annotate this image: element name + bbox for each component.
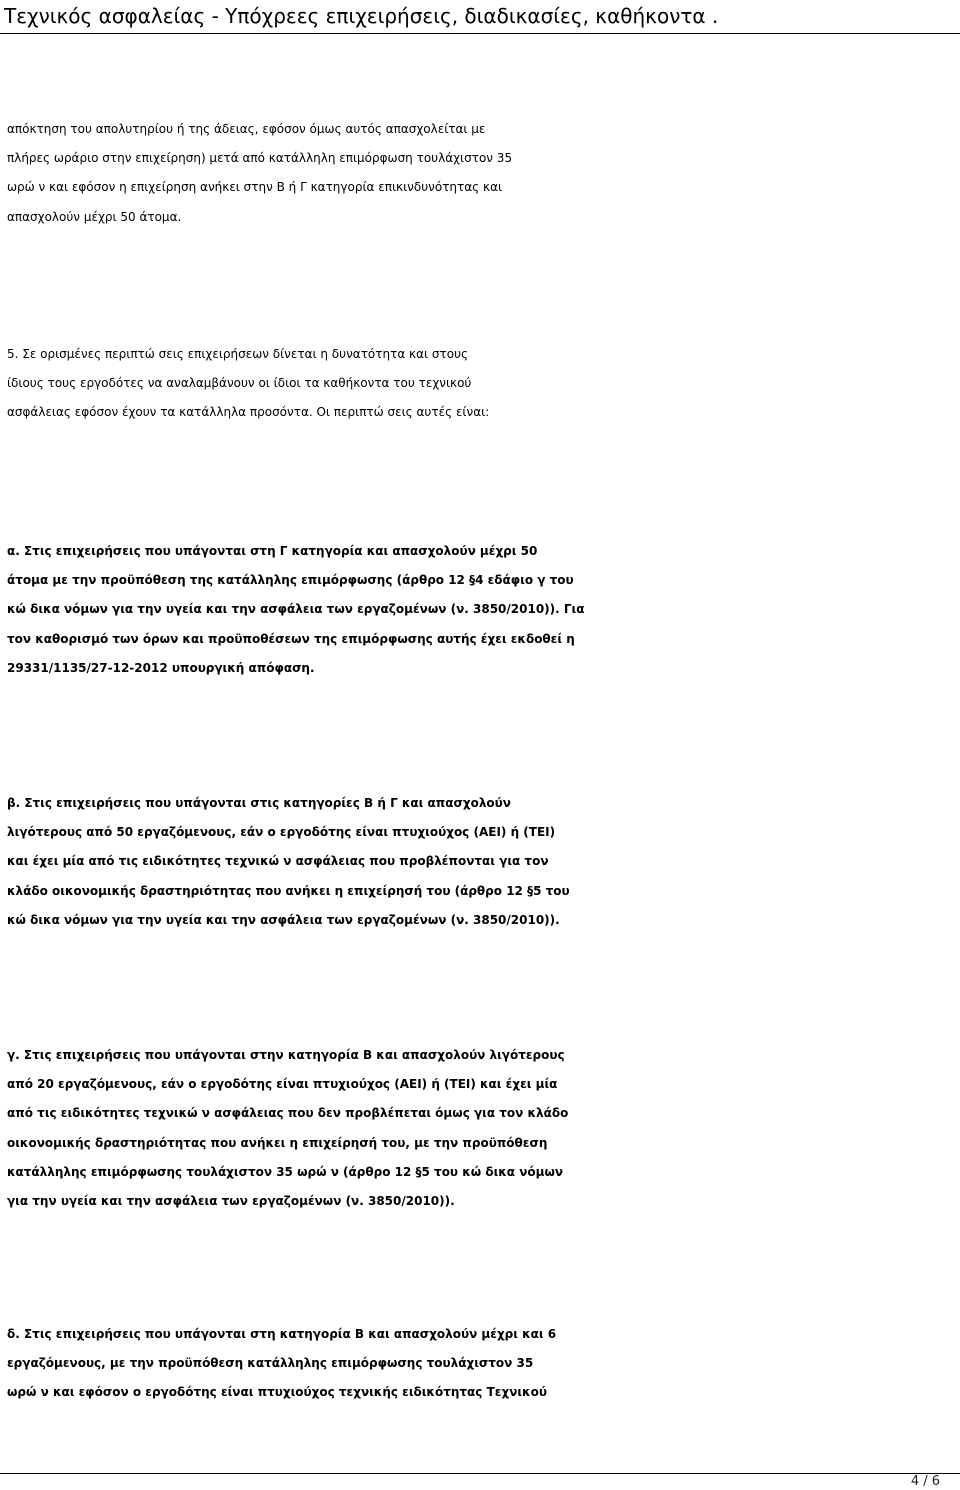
- text-line: κλάδο οικονομικής δραστηριότητας που ανήκει η επιχείρησή του (άρθρο 12 §5 του: [7, 883, 570, 898]
- text-line: ωρώ ν και εφόσον ο εργοδότης είναι πτυχιούχος τεχνικής ειδικότητας Τεχνικού: [7, 1385, 547, 1400]
- text-line: λιγότερους από 50 εργαζόμενους, εάν ο εργοδότης είναι πτυχιούχος (ΑΕΙ) ή (ΤΕΙ): [7, 825, 556, 840]
- text-line: απόκτηση του απολυτηρίου ή της άδειας, εφόσον όμως αυτός απασχολείται με: [7, 122, 486, 136]
- paragraph-continuation: [7, 115, 957, 232]
- text-line: πλήρες ωράριο στην επιχείρηση) μετά από κατάλληλη επιμόρφωση τουλάχιστον 35: [7, 151, 513, 166]
- text-line: τον καθορισμό των όρων και προϋποθέσεων της επιμόρφωσης αυτής έχει εκδοθεί η: [7, 631, 575, 646]
- text-line: ίδιους τους εργοδότες να αναλαμβάνουν οι ίδιοι τα καθήκοντα του τεχνικού: [7, 376, 472, 391]
- text-line: α. Στις επιχειρήσεις που υπάγονται στη Γ κατηγορία και απασχολούν μέχρι 50: [7, 544, 538, 558]
- text-line: απασχολούν μέχρι 50 άτομα.: [7, 209, 182, 224]
- text-line: κατάλληλης επιμόρφωσης τουλάχιστον 35 ωρώ ν (άρθρο 12 §5 του κώ δικα νόμων: [7, 1164, 564, 1179]
- text-line: κώ δικα νόμων για την υγεία και την ασφάλεια των εργαζομένων (ν. 3850/2010)). Για: [7, 602, 585, 617]
- document-header-title: Τεχνικός ασφαλείας - Υπόχρεες επιχειρήσεις, διαδικασίες, καθήκοντα .: [4, 4, 719, 28]
- text-line: οικονομικής δραστηριότητας που ανήκει η επιχείρησή του, με την προϋπόθεση: [7, 1135, 548, 1150]
- text-line: δ. Στις επιχειρήσεις που υπάγονται στη κατηγορία Β και απασχολούν μέχρι και 6: [7, 1327, 557, 1341]
- text-line: ωρώ ν και εφόσον η επιχείρηση ανήκει στην Β ή Γ κατηγορία επικινδυνότητας και: [7, 180, 503, 195]
- text-line: από τις ειδικότητες τεχνικώ ν ασφάλειας που δεν προβλέπεται όμως για τον κλάδο: [7, 1106, 569, 1121]
- text-line: 29331/1135/27-12-2012 υπουργική απόφαση.: [7, 660, 315, 675]
- text-line: ασφάλειας εφόσον έχουν τα κατάλληλα προσόντα. Οι περιπτώ σεις αυτές είναι:: [7, 405, 490, 420]
- paragraph-case-b: [7, 789, 957, 935]
- text-line: από 20 εργαζόμενους, εάν ο εργοδότης είναι πτυχιούχος (ΑΕΙ) ή (ΤΕΙ) και έχει μία: [7, 1077, 558, 1092]
- page-number: 4 / 6: [910, 1474, 940, 1489]
- paragraph-case-a: [7, 537, 957, 683]
- text-line: β. Στις επιχειρήσεις που υπάγονται στις κατηγορίες Β ή Γ και απασχολούν: [7, 796, 511, 810]
- header-divider: [0, 33, 960, 34]
- text-line: άτομα με την προϋπόθεση της κατάλληλης επιμόρφωσης (άρθρο 12 §4 εδάφιο γ του: [7, 573, 574, 588]
- footer-divider: [0, 1473, 960, 1474]
- paragraph-case-c: [7, 1041, 957, 1216]
- paragraph-item-5: [7, 340, 957, 428]
- text-line: εργαζόμενους, με την προϋπόθεση κατάλληλης επιμόρφωσης τουλάχιστον 35: [7, 1356, 534, 1371]
- text-line: 5. Σε ορισμένες περιπτώ σεις επιχειρήσεων δίνεται η δυνατότητα και στους: [7, 347, 469, 361]
- text-line: και έχει μία από τις ειδικότητες τεχνικώ ν ασφάλειας που προβλέπονται για τον: [7, 854, 549, 869]
- text-line: για την υγεία και την ασφάλεια των εργαζομένων (ν. 3850/2010)).: [7, 1194, 455, 1209]
- text-line: κώ δικα νόμων για την υγεία και την ασφάλεια των εργαζομένων (ν. 3850/2010)).: [7, 912, 560, 927]
- paragraph-case-d: [7, 1320, 957, 1408]
- text-line: γ. Στις επιχειρήσεις που υπάγονται στην κατηγορία Β και απασχολούν λιγότερους: [7, 1048, 565, 1062]
